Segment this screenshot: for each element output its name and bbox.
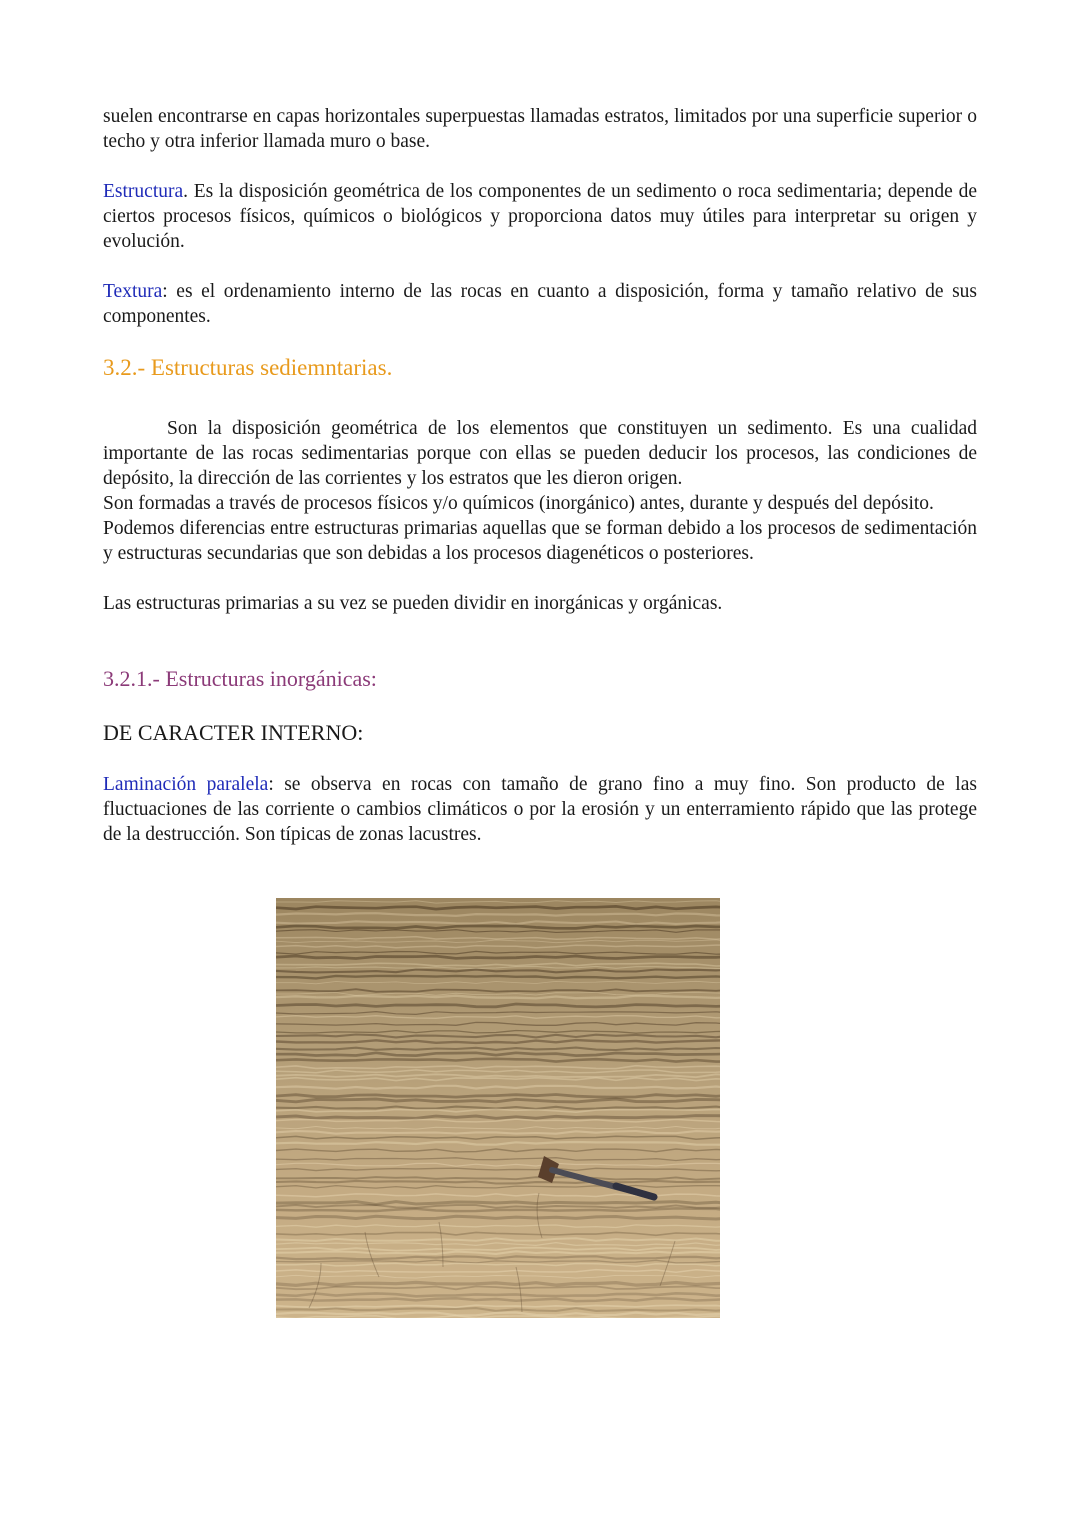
definition-textura: : es el ordenamiento interno de las rocas en cuanto a disposición, forma y tamaño relativo de sus componentes. — [103, 281, 977, 327]
laminated-rock-photo — [276, 898, 720, 1318]
paragraph-estructuras-intro: Son la disposición geométrica de los elementos que constituyen un sedimento. Es una cualidad importante de las rocas sedimentarias porque con ellas se pueden deducir los procesos, las condiciones de depósito, la dirección de las corrientes y los estratos que les dieron origen. — [103, 418, 977, 489]
term-laminacion-paralela: Laminación paralela — [103, 774, 269, 795]
term-estructura: Estructura — [103, 181, 184, 202]
section-heading-3-2: 3.2.- Estructuras sediemntarias. — [103, 355, 393, 380]
section-heading-3-2-1: 3.2.1.- Estructuras inorgánicas: — [103, 666, 377, 691]
paragraph-estratos: suelen encontrarse en capas horizontales superpuestas llamadas estratos, limitados por una superficie superior o techo y otra inferior llamada muro o base. — [103, 106, 977, 152]
subheading-caracter-interno: DE CARACTER INTERNO: — [103, 720, 364, 745]
paragraph-inorganicas-organicas: Las estructuras primarias a su vez se pueden dividir en inorgánicas y orgánicas. — [103, 593, 723, 614]
paragraph-procesos: Son formadas a través de procesos físicos y/o químicos (inorgánico) antes, durante y después del depósito. — [103, 493, 934, 514]
term-textura: Textura — [103, 281, 163, 302]
definition-laminacion-paralela: : se observa en rocas con tamaño de grano fino a muy fino. Son producto de las fluctuaciones de las corriente o cambios climáticos o por la erosión y un enterramiento rápido que las protege de la destrucción. Son típicas de zonas lacustres. — [103, 774, 977, 845]
paragraph-laminacion — [103, 772, 977, 847]
paragraph-primarias-secundarias: Podemos diferencias entre estructuras primarias aquellas que se forman debido a los procesos de sedimentación y estructuras secundarias que son debidas a los procesos diagenéticos o posteriores. — [103, 518, 977, 564]
document-page — [103, 104, 977, 847]
definition-estructura: . Es la disposición geométrica de los componentes de un sedimento o roca sedimentaria; depende de ciertos procesos físicos, químicos o biológicos y proporciona datos muy útiles para interpretar su origen y evolución. — [103, 181, 977, 252]
paragraph-estructura — [103, 179, 977, 254]
paragraph-textura — [103, 279, 977, 329]
